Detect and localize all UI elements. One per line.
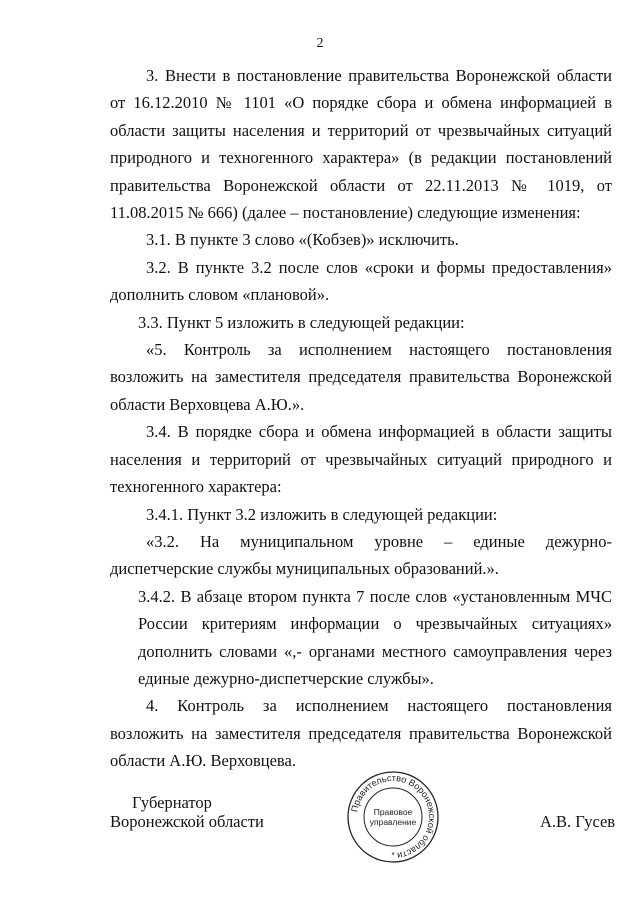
paragraph-3-2: 3.2. В пункте 3.2 после слов «сроки и формы предоставления» дополнить словом «плановой». — [110, 257, 612, 305]
paragraph-3-3-quote: «5. Контроль за исполнением настоящего постановления возложить на заместителя председателя правительства Воронежской области Верховцева А.Ю.». — [110, 340, 612, 414]
stamp-center-line2: управление — [369, 817, 417, 827]
page-number: 2 — [316, 36, 324, 51]
paragraph-3-1: 3.1. В пункте 3 слово «(Кобзев)» исключить. — [146, 230, 459, 250]
paragraph-3-3: 3.3. Пункт 5 изложить в следующей редакции: — [138, 312, 465, 332]
paragraph-3: 3. Внести в постановление правительства Воронежской области от 16.12.2010 № 1101 «О порядке сбора и обмена информацией в области защиты населения и территорий от чрезвычайных ситуаций природного и техногенного характера» (в редакции постановлений правительства Воронежской области от 22.11.2013 № 1019, от 11.08.2015 № 666) (далее – постановление) следующие изменения: — [110, 66, 612, 223]
paragraph-3-4-1: 3.4.1. Пункт 3.2 изложить в следующей редакции: — [146, 504, 498, 524]
paragraph-3-4-2: 3.4.2. В абзаце втором пункта 7 после слов «установленным МЧС России критериям информации о чрезвычайных ситуациях» дополнить словами «,- органами местного самоуправления через единые дежурно-диспетчерские службы». — [138, 586, 612, 688]
legal-department-stamp — [346, 770, 440, 864]
stamp-ring-text: Правительство Воронежской области — [349, 772, 438, 861]
signatory-title-line2: Воронежской области — [110, 812, 264, 831]
signatory-title-line1: Губернатор — [132, 793, 212, 812]
stamp-star-icon: * — [391, 851, 395, 860]
paragraph-4: 4. Контроль за исполнением настоящего постановления возложить на заместителя председателя правительства Воронежской области А.Ю. Верховцева. — [110, 696, 612, 771]
signatory-title — [110, 793, 264, 831]
stamp-center-line1: Правовое — [373, 807, 413, 817]
signatory-name: А.В. Гусев — [540, 812, 616, 831]
paragraph-3-4-1-quote: «3.2. На муниципальном уровне – единые дежурно-диспетчерские службы муниципальных образований.». — [110, 531, 612, 579]
paragraph-3-4: 3.4. В порядке сбора и обмена информацией в области защиты населения и территорий от чрезвычайных ситуаций природного и техногенного характера: — [110, 422, 612, 497]
document-body — [110, 62, 612, 775]
